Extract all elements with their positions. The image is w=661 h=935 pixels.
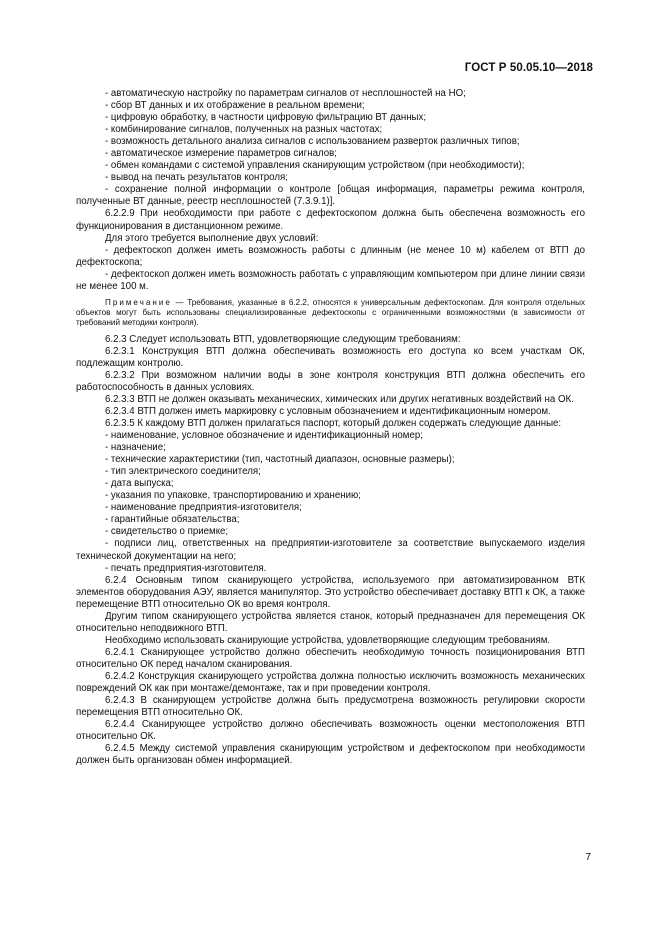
paragraph: 6.2.4.5 Между системой управления сканирующим устройством и дефектоскопом при необходимости должен быть организован обмен информацией. (76, 743, 585, 767)
list-item: - назначение; (105, 442, 166, 454)
list-item: - автоматическую настройку по параметрам сигналов от несплошностей на НО; (105, 88, 466, 99)
document-code: ГОСТ Р 50.05.10—2018 (464, 62, 593, 74)
list-item: - обмен командами с системой управления сканирующим устройством (при необходимости); (105, 160, 525, 172)
list-item: - указания по упаковке, транспортированию и хранению; (105, 490, 361, 502)
list-item: - дата выпуска; (105, 478, 174, 490)
list-item: - печать предприятия-изготовителя. (105, 562, 267, 574)
list-item: - подписи лиц, ответственных на предприятии-изготовителе за соответствие выпускаемого изделия технической документации на него; (76, 538, 585, 562)
note-label: Примечание (105, 297, 172, 307)
list-item: - технические характеристики (тип, частотный диапазон, основные размеры); (105, 454, 455, 466)
paragraph: Для этого требуется выполнение двух условий: (105, 232, 319, 244)
list-item: - наименование, условное обозначение и идентификационный номер; (105, 430, 423, 442)
paragraph: 6.2.4 Основным типом сканирующего устройства, используемого при автоматизированном ВТК элементов оборудования АЭУ, является манипулятор. Это устройство обеспечивает доставку ВТП к ОК, а также перемещение ВТП относительно ОК во время контроля. (76, 574, 585, 610)
list-item: - возможность детального анализа сигналов с использованием разверток различных типов; (105, 136, 520, 148)
paragraph: 6.2.3.4 ВТП должен иметь маркировку с условным обозначением и идентификационным номером. (105, 405, 551, 417)
paragraph: 6.2.3.3 ВТП не должен оказывать механических, химических или других негативных воздействий на ОК. (105, 393, 574, 405)
list-item: - автоматическое измерение параметров сигналов; (105, 148, 337, 160)
paragraph: Необходимо использовать сканирующие устройства, удовлетворяющие следующим требованиям. (105, 634, 551, 646)
page-number: 7 (585, 852, 591, 863)
list-item: - свидетельство о приемке; (105, 526, 229, 538)
paragraph: 6.2.3.1 Конструкция ВТП должна обеспечивать возможность его доступа ко всем участкам ОК, подлежащим контролю. (76, 345, 585, 369)
list-item: - наименование предприятия-изготовителя; (105, 502, 302, 514)
list-item: - сохранение полной информации о контроле [общая информация, параметры режима контроля, полученные ВТ данные, реестр несплошностей (7.3.9.1)]. (76, 184, 585, 208)
paragraph: 6.2.2.9 При необходимости при работе с дефектоскопом должна быть обеспечена возможность его функционирования в дистанционном режиме. (76, 208, 585, 232)
list-item: - комбинирование сигналов, полученных на разных частотах; (105, 124, 383, 136)
paragraph: Другим типом сканирующего устройства является станок, который предназначен для перемещения ОК относительно неподвижного ВТП. (76, 610, 585, 634)
paragraph: 6.2.3.5 К каждому ВТП должен прилагаться паспорт, который должен содержать следующие данные: (105, 418, 562, 430)
list-item: - цифровую обработку, в частности цифровую фильтрацию ВТ данных; (105, 112, 427, 124)
paragraph: 6.2.4.3 В сканирующем устройстве должна быть предусмотрена возможность регулировки скорости перемещения ВТП относительно ОК. (76, 695, 585, 719)
note-text: — Требования, указанные в 6.2.2, относятся к универсальным дефектоскопам. Для контроля отдельных объектов могут быть использованы специализированные дефектоскопы с ограниченными возможностями (в зависимости от требований методики контроля). (76, 297, 585, 328)
note-paragraph (76, 298, 585, 329)
paragraph: 6.2.4.1 Сканирующее устройство должно обеспечить необходимую точность позиционирования ВТП относительно ОК перед началом сканирования. (76, 646, 585, 670)
paragraph: 6.2.3 Следует использовать ВТП, удовлетворяющие следующим требованиям: (105, 333, 461, 345)
list-item: - вывод на печать результатов контроля; (105, 172, 288, 184)
list-item: - дефектоскоп должен иметь возможность работы с длинным (не менее 10 м) кабелем от ВТП до дефектоскопа; (76, 244, 585, 268)
document-body (76, 88, 585, 767)
paragraph: 6.2.3.2 При возможном наличии воды в зоне контроля конструкция ВТП должна обеспечить его работоспособность в данных условиях. (76, 369, 585, 393)
list-item: - тип электрического соединителя; (105, 466, 261, 478)
paragraph: 6.2.4.4 Сканирующее устройство должно обеспечивать возможность оценки местоположения ВТП относительно ОК. (76, 719, 585, 743)
list-item: - дефектоскоп должен иметь возможность работать с управляющим компьютером при длине линии связи не менее 100 м. (76, 268, 585, 292)
list-item: - сбор ВТ данных и их отображение в реальном времени; (105, 100, 365, 112)
list-item: - гарантийные обязательства; (105, 514, 240, 526)
paragraph: 6.2.4.2 Конструкция сканирующего устройства должна полностью исключить возможность механических повреждений ОК как при монтаже/демонтаже, так и при проведении контроля. (76, 671, 585, 695)
